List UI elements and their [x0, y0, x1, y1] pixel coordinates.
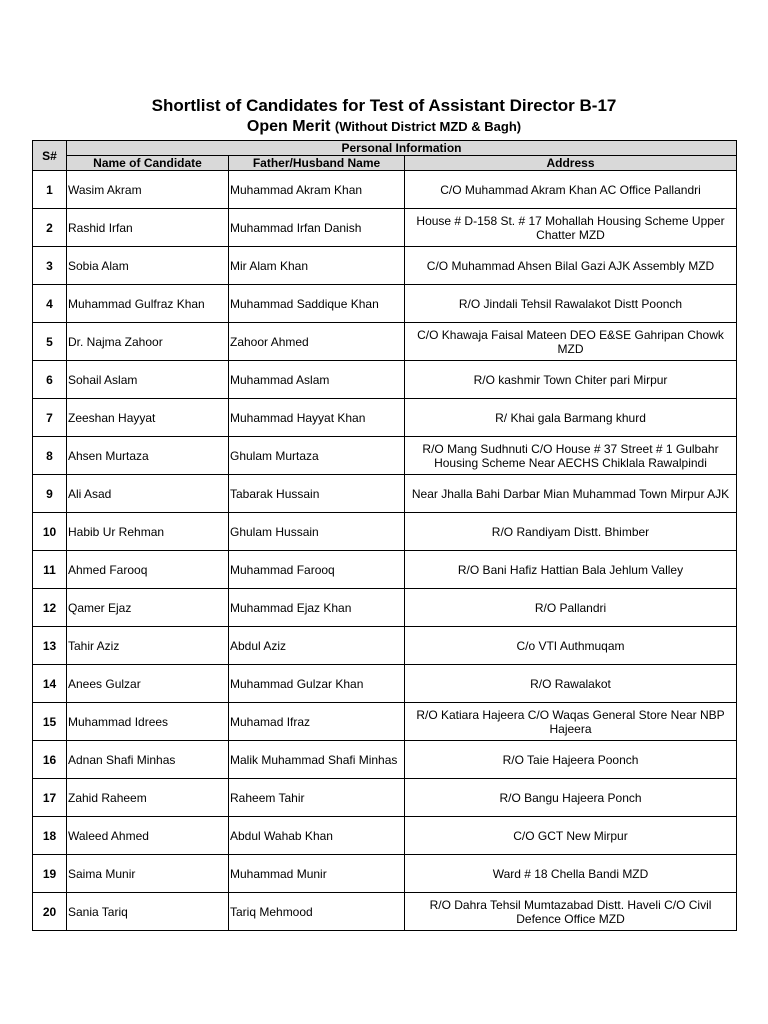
- candidate-name-cell: Muhammad Idrees: [67, 703, 229, 741]
- address-cell: C/O Muhammad Ahsen Bilal Gazi AJK Assembly MZD: [405, 247, 737, 285]
- father-name-cell: Mir Alam Khan: [229, 247, 405, 285]
- table-row: [33, 285, 737, 323]
- document-title: Shortlist of Candidates for Test of Assistant Director B-17: [151, 96, 617, 115]
- table-row: [33, 399, 737, 437]
- sno-cell: 16: [33, 741, 67, 779]
- father-name-cell: Muhammad Aslam: [229, 361, 405, 399]
- father-name-cell: Tariq Mehmood: [229, 893, 405, 931]
- sno-cell: 18: [33, 817, 67, 855]
- sno-cell: 15: [33, 703, 67, 741]
- header-sno: S#: [33, 141, 67, 171]
- table-row: [33, 627, 737, 665]
- father-name-cell: Ghulam Hussain: [229, 513, 405, 551]
- address-cell: R/O Mang Sudhnuti C/O House # 37 Street # 1 Gulbahr Housing Scheme Near AECHS Chiklala Rawalpindi: [405, 437, 737, 475]
- header-personal-information: Personal Information: [67, 141, 737, 156]
- candidate-name-cell: Rashid Irfan: [67, 209, 229, 247]
- table-row: [33, 247, 737, 285]
- father-name-cell: Ghulam Murtaza: [229, 437, 405, 475]
- table-row: [33, 475, 737, 513]
- table-row: [33, 361, 737, 399]
- candidate-name-cell: Zeeshan Hayyat: [67, 399, 229, 437]
- sno-cell: 4: [33, 285, 67, 323]
- table-body: [33, 171, 737, 931]
- father-name-cell: Muhammad Hayyat Khan: [229, 399, 405, 437]
- address-cell: R/O Bani Hafiz Hattian Bala Jehlum Valley: [405, 551, 737, 589]
- sno-cell: 19: [33, 855, 67, 893]
- candidate-name-cell: Sohail Aslam: [67, 361, 229, 399]
- candidate-name-cell: Sobia Alam: [67, 247, 229, 285]
- table-row: [33, 779, 737, 817]
- sno-cell: 13: [33, 627, 67, 665]
- father-name-cell: Muhammad Irfan Danish: [229, 209, 405, 247]
- sno-cell: 10: [33, 513, 67, 551]
- address-cell: C/O Muhammad Akram Khan AC Office Pallandri: [405, 171, 737, 209]
- father-name-cell: Muhammad Akram Khan: [229, 171, 405, 209]
- father-name-cell: Muhammad Saddique Khan: [229, 285, 405, 323]
- table-row: [33, 703, 737, 741]
- sno-cell: 17: [33, 779, 67, 817]
- table-row: [33, 589, 737, 627]
- address-cell: House # D-158 St. # 17 Mohallah Housing Scheme Upper Chatter MZD: [405, 209, 737, 247]
- candidate-name-cell: Ahmed Farooq: [67, 551, 229, 589]
- sno-cell: 20: [33, 893, 67, 931]
- sno-cell: 11: [33, 551, 67, 589]
- candidate-name-cell: Adnan Shafi Minhas: [67, 741, 229, 779]
- candidate-name-cell: Saima Munir: [67, 855, 229, 893]
- address-cell: R/O kashmir Town Chiter pari Mirpur: [405, 361, 737, 399]
- candidate-name-cell: Anees Gulzar: [67, 665, 229, 703]
- address-cell: R/O Randiyam Distt. Bhimber: [405, 513, 737, 551]
- table-row: [33, 171, 737, 209]
- address-cell: R/O Dahra Tehsil Mumtazabad Distt. Haveli C/O Civil Defence Office MZD: [405, 893, 737, 931]
- table-row: [33, 741, 737, 779]
- table-header: [33, 141, 737, 171]
- header-address: Address: [405, 156, 737, 171]
- candidate-name-cell: Ali Asad: [67, 475, 229, 513]
- father-name-cell: Tabarak Hussain: [229, 475, 405, 513]
- sno-cell: 1: [33, 171, 67, 209]
- address-cell: R/O Jindali Tehsil Rawalakot Distt Poonch: [405, 285, 737, 323]
- sno-cell: 2: [33, 209, 67, 247]
- table-row: [33, 323, 737, 361]
- sno-cell: 3: [33, 247, 67, 285]
- subtitle-note: (Without District MZD & Bagh): [334, 119, 522, 134]
- father-name-cell: Abdul Aziz: [229, 627, 405, 665]
- table-row: [33, 817, 737, 855]
- father-name-cell: Muhammad Ejaz Khan: [229, 589, 405, 627]
- candidate-name-cell: Qamer Ejaz: [67, 589, 229, 627]
- father-name-cell: Muhamad Ifraz: [229, 703, 405, 741]
- father-name-cell: Zahoor Ahmed: [229, 323, 405, 361]
- father-name-cell: Raheem Tahir: [229, 779, 405, 817]
- address-cell: R/ Khai gala Barmang khurd: [405, 399, 737, 437]
- sno-cell: 6: [33, 361, 67, 399]
- subtitle-main: Open Merit: [246, 118, 331, 135]
- father-name-cell: Muhammad Gulzar Khan: [229, 665, 405, 703]
- address-cell: C/O Khawaja Faisal Mateen DEO E&SE Gahripan Chowk MZD: [405, 323, 737, 361]
- table-row: [33, 855, 737, 893]
- table-row: [33, 437, 737, 475]
- address-cell: R/O Taie Hajeera Poonch: [405, 741, 737, 779]
- candidate-name-cell: Dr. Najma Zahoor: [67, 323, 229, 361]
- candidate-name-cell: Habib Ur Rehman: [67, 513, 229, 551]
- table-row: [33, 893, 737, 931]
- candidates-table: [32, 140, 737, 931]
- address-cell: R/O Rawalakot: [405, 665, 737, 703]
- candidate-name-cell: Waleed Ahmed: [67, 817, 229, 855]
- sno-cell: 14: [33, 665, 67, 703]
- address-cell: R/O Pallandri: [405, 589, 737, 627]
- table-row: [33, 209, 737, 247]
- table-row: [33, 551, 737, 589]
- sno-cell: 12: [33, 589, 67, 627]
- address-cell: R/O Bangu Hajeera Ponch: [405, 779, 737, 817]
- table-row: [33, 665, 737, 703]
- candidate-name-cell: Zahid Raheem: [67, 779, 229, 817]
- candidate-name-cell: Muhammad Gulfraz Khan: [67, 285, 229, 323]
- document-subtitle: [0, 118, 768, 136]
- candidate-name-cell: Wasim Akram: [67, 171, 229, 209]
- address-cell: Ward # 18 Chella Bandi MZD: [405, 855, 737, 893]
- sno-cell: 9: [33, 475, 67, 513]
- candidate-name-cell: Ahsen Murtaza: [67, 437, 229, 475]
- table-row: [33, 513, 737, 551]
- header-name: Name of Candidate: [67, 156, 229, 171]
- candidate-name-cell: Tahir Aziz: [67, 627, 229, 665]
- father-name-cell: Muhammad Munir: [229, 855, 405, 893]
- header-father: Father/Husband Name: [229, 156, 405, 171]
- candidate-name-cell: Sania Tariq: [67, 893, 229, 931]
- address-cell: C/O GCT New Mirpur: [405, 817, 737, 855]
- sno-cell: 5: [33, 323, 67, 361]
- father-name-cell: Malik Muhammad Shafi Minhas: [229, 741, 405, 779]
- address-cell: Near Jhalla Bahi Darbar Mian Muhammad Town Mirpur AJK: [405, 475, 737, 513]
- address-cell: R/O Katiara Hajeera C/O Waqas General Store Near NBP Hajeera: [405, 703, 737, 741]
- sno-cell: 7: [33, 399, 67, 437]
- address-cell: C/o VTI Authmuqam: [405, 627, 737, 665]
- father-name-cell: Abdul Wahab Khan: [229, 817, 405, 855]
- sno-cell: 8: [33, 437, 67, 475]
- father-name-cell: Muhammad Farooq: [229, 551, 405, 589]
